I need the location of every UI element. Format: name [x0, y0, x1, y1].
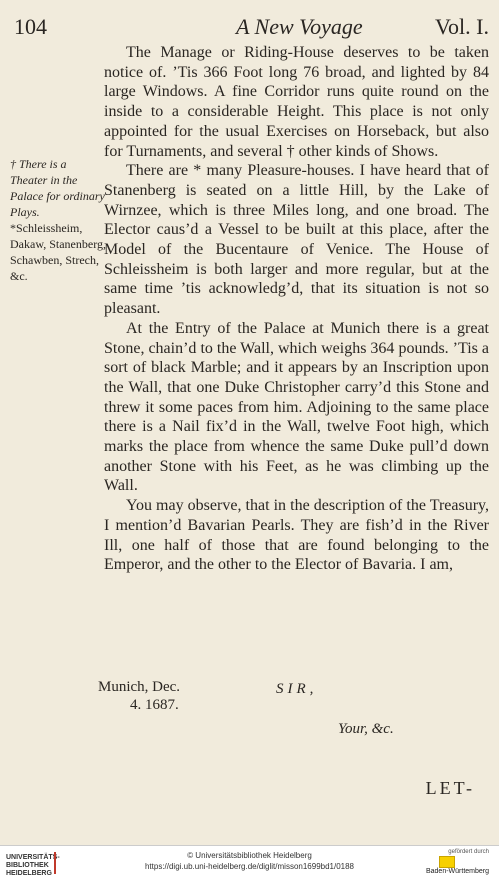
paragraph: The Manage or Riding-House deserves to be taken notice of. ’Tis 366 Foot long 76 broad, and lighted by 84 large Windows. A fine Corridor runs quite round on the inside to a considerable Height. This place is not only appointed for the usual Exercises on Horseback, but also for Turnaments, and several † other kinds of Shows.: [104, 44, 489, 160]
copyright-info: [0, 850, 499, 872]
closing-salutation: SIR,: [276, 681, 318, 697]
paragraph: At the Entry of the Palace at Munich there is a great Stone, chain’d to the Wall, which weighs 364 pounds. ’Tis a sort of black Marble; and it appears by an Inscription upon the Wall, that one Duke Christopher carry’d this Stone and threw it some paces from him. Adjoining to the same place there is a Nail fix’d in the Wall, twelve Foot high, which marks the place from whence the same Duke pull’d down another Stone with his Feet, as he was climbing up the Wall.: [104, 319, 489, 495]
permalink[interactable]: https://digi.ub.uni-heidelberg.de/diglit/misson1699bd1/0188: [144, 862, 355, 871]
closing-sign-off: Your, &c.: [338, 721, 394, 737]
catchword: LET-: [425, 778, 475, 798]
running-title: A New Voyage: [236, 14, 363, 39]
copyright-text: © Universitätsbibliothek Heidelberg: [187, 851, 312, 860]
volume-label: Vol. I.: [435, 14, 489, 39]
paragraph: You may observe, that in the description of the Treasury, I mention’d Bavarian Pearls. They are fish’d in the River Ill, one half of those that are found belonging to the Emperor, and the other to the Elector of Bavaria. I am,: [104, 497, 489, 574]
funded-by-label: gefördert durch: [448, 849, 489, 855]
page-number: 104: [14, 14, 47, 39]
body-text: [104, 43, 489, 575]
library-logo[interactable]: UNIVERSITÄTS-BIBLIOTHEK HEIDELBERG: [6, 854, 60, 877]
margin-note-theater: † There is a Theater in the Palace for ordinary Plays.: [10, 157, 105, 219]
margin-notes: [10, 156, 106, 284]
closing-date: 4. 1687.: [130, 697, 179, 713]
margin-note-pleasure-houses: *Schleissheim, Dakaw, Stanenberg, Schawben, Strech, &c.: [10, 221, 106, 283]
page-header: [14, 14, 489, 42]
state-crest-icon: [439, 856, 455, 868]
closing-place: Munich, Dec.: [98, 679, 181, 695]
funder-name[interactable]: Baden-Württemberg: [425, 868, 489, 875]
viewer-footer: [0, 845, 499, 883]
paragraph: There are * many Pleasure-houses. I have heard that of Stanenberg is seated on a little Hill, by the Lake of Wirnzee, which is three Miles long, and one broad. The Elector caus’d a Vessel to be built at this place, after the Model of the Bucentaure of Venice. The House of Schleissheim is both larger and more regular, but at the same time ’tis acknowledg’d, that its situation is not so pleasant.: [104, 162, 489, 318]
